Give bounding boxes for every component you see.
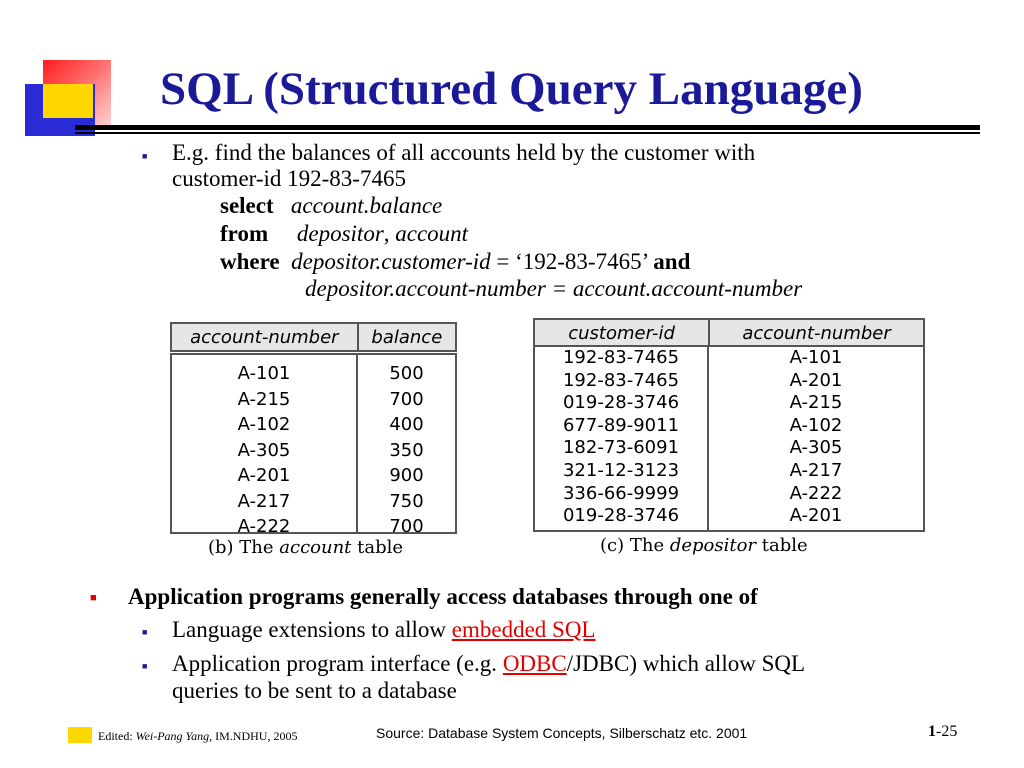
page-number [928,723,957,741]
account-number-column [172,355,358,537]
account-number-cell: A-217 [237,490,291,512]
sql-and-keyword: and [653,249,691,274]
depositor-table-caption [600,535,808,556]
slide-title: SQL (Structured Query Language) [160,63,863,115]
logo-yellow-square [43,84,93,118]
caption-prefix: (c) The [600,535,670,556]
header-account-number: account-number [742,322,891,344]
footer-yellow-box [68,727,92,743]
account-table-body [170,353,457,537]
sql-from-table-2: account [395,221,469,246]
caption-suffix: table [351,537,404,558]
sql-where-line [220,248,690,276]
bullet-icon: ■ [142,151,148,161]
apps-item-2 [172,650,805,678]
account-number-cell: A-102 [789,414,843,436]
page-number-main: 1 [928,723,936,740]
bullet-icon: ■ [142,627,148,637]
account-number-cell: A-101 [789,347,843,368]
example-line-2: customer-id 192-83-7465 [172,166,406,191]
footer-edited [98,729,297,744]
balance-cell: 700 [389,516,424,537]
balance-cell: 500 [389,363,424,384]
account-number-cell: A-305 [789,437,843,459]
footer-source: Source: Database System Concepts, Silberschatz etc. 2001 [376,725,748,741]
caption-table-name: depositor [669,535,757,556]
bullet-red-icon: ■ [90,592,97,604]
account-number-cell: A-305 [237,439,291,461]
caption-suffix: table [756,535,808,556]
balance-cell: 700 [389,388,424,410]
odbc-link[interactable]: ODBC [502,651,567,676]
balance-cell: 750 [389,490,424,512]
account-number-cell: A-217 [789,459,843,481]
account-number-cell: A-222 [237,516,291,537]
sql-select-keyword: select [220,193,274,218]
account-number-cell: A-215 [789,392,843,414]
apps-item-2-text-post: /JDBC) which allow SQL [566,651,806,676]
apps-item-2-text: Application program interface (e.g. [172,651,503,676]
depositor-table-header [533,318,925,348]
account-number-cell: A-201 [789,505,843,527]
footer-edited-name: Wei-Pang Yang, [135,729,213,743]
customer-id-cell: 192-83-7465 [562,347,680,368]
caption-prefix: (b) The [208,537,280,558]
account-number-cell: A-102 [237,414,291,435]
depositor-table-body [533,345,925,532]
balance-cell: 900 [389,465,424,486]
sql-where-expr: depositor.customer-id [291,249,491,274]
sql-select-line [220,192,442,220]
sql-select-expr: account.balance [290,193,443,218]
account-table-caption [208,537,403,558]
sql-where-keyword: where [220,249,280,274]
apps-heading: Application programs generally access databases through one of [128,584,758,609]
header-customer-id: customer-id [535,320,710,346]
sql-from-separator: , [383,221,390,246]
account-number-cell: A-201 [237,465,291,486]
sql-where-equals: = ‘192-83-7465’ [490,249,654,274]
apps-item-1 [172,616,595,644]
example-line-1: E.g. find the balances of all accounts held by the customer with [172,140,756,165]
customer-id-cell: 182-73-6091 [562,437,680,459]
account-number-cell: A-101 [237,363,291,384]
customer-id-cell: 677-89-9011 [562,414,680,436]
apps-item-1-text: Language extensions to allow [172,617,452,642]
customer-id-column [535,347,709,530]
sql-from-line [220,220,468,248]
balance-cell: 350 [389,439,424,461]
apps-item-2-line-2: queries to be sent to a database [172,678,457,703]
title-rule-thin [75,132,980,134]
customer-id-cell: 321-12-3123 [562,459,680,481]
customer-id-cell: 192-83-7465 [562,369,680,391]
balance-column [358,355,455,537]
customer-id-cell: 019-28-3746 [562,505,680,527]
header-account-number: account-number [172,324,359,350]
embedded-sql-link[interactable]: embedded SQL [451,617,596,642]
customer-id-cell: 336-66-9999 [562,482,680,504]
header-balance: balance [371,326,443,348]
account-number-cell: A-215 [237,388,291,410]
sql-from-table-1: depositor [296,221,384,246]
title-rule-thick [75,125,980,130]
footer-edited-org: IM.NDHU, 2005 [212,729,298,743]
caption-table-name: account [279,537,352,558]
customer-id-cell: 019-28-3746 [562,392,680,414]
account-table-header [170,322,457,352]
account-number-column [709,347,923,530]
balance-cell: 400 [389,414,424,435]
footer-edited-label: Edited: [98,729,136,743]
account-number-cell: A-222 [789,482,843,504]
sql-from-keyword: from [220,221,269,246]
bullet-icon: ■ [142,661,148,671]
account-number-cell: A-201 [789,369,843,391]
page-number-rest: -25 [936,723,958,740]
sql-where-continuation: depositor.account-number = account.account-number [305,276,803,301]
